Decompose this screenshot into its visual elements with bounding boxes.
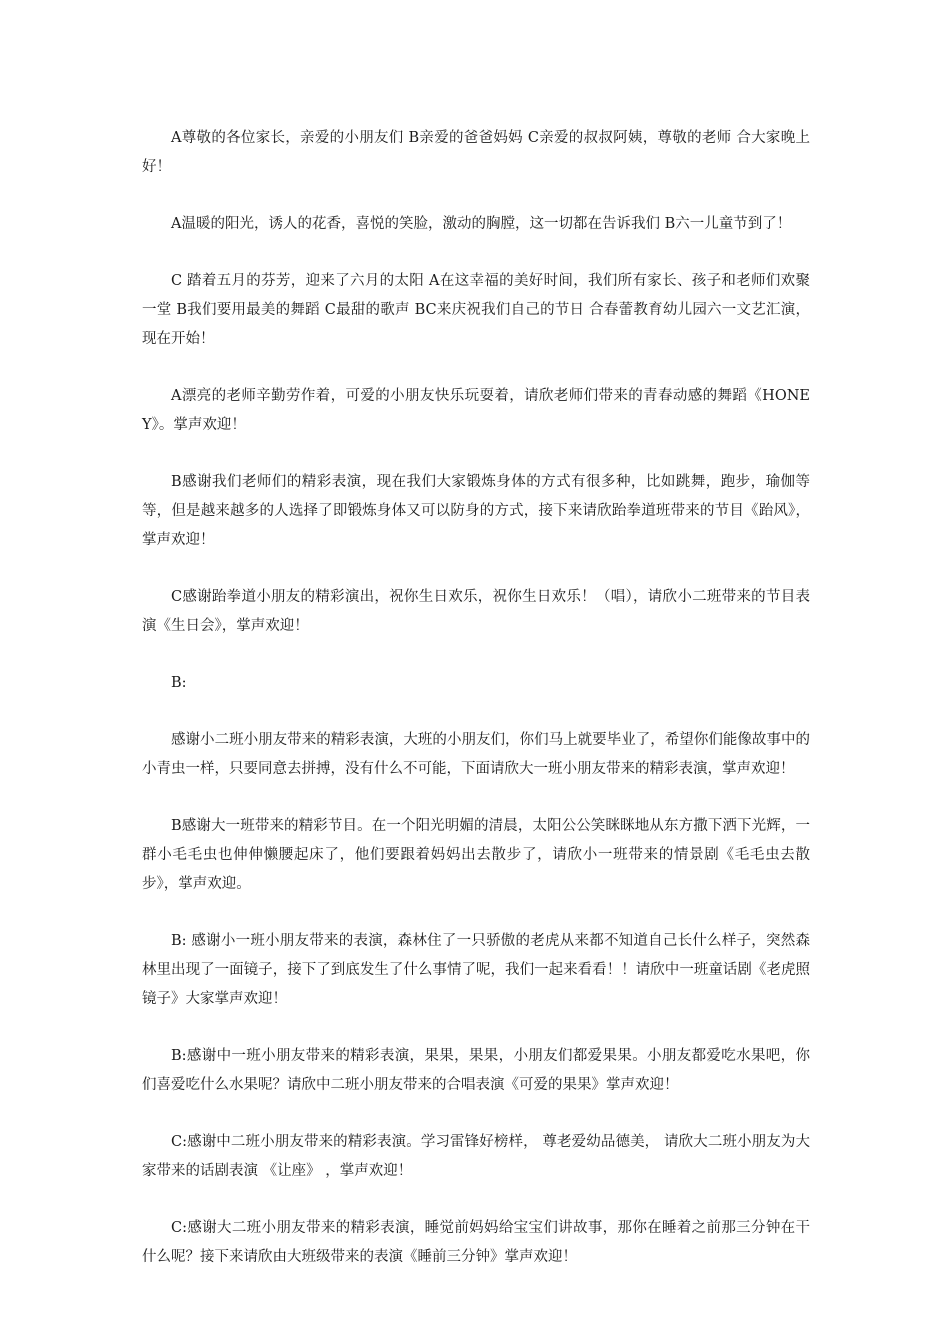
paragraph-12: C:感谢中二班小朋友带来的精彩表演。学习雷锋好榜样， 尊老爱幼品德美， 请欣大二班小朋友为大家带来的话剧表演 《让座》 ，掌声欢迎！ bbox=[142, 1134, 810, 1179]
paragraph-13: C:感谢大二班小朋友带来的精彩表演，睡觉前妈妈给宝宝们讲故事，那你在睡着之前那三分钟在干什么呢？接下来请欣由大班级带来的表演《睡前三分钟》掌声欢迎！ bbox=[142, 1220, 810, 1265]
paragraph-5: B感谢我们老师们的精彩表演，现在我们大家锻炼身体的方式有很多种，比如跳舞，跑步，瑜伽等等，但是越来越多的人选择了即锻炼身体又可以防身的方式，接下来请欣跆拳道班带来的节目《跆风》，掌声欢迎！ bbox=[142, 474, 810, 548]
paragraph-10: B: 感谢小一班小朋友带来的表演，森林住了一只骄傲的老虎从来都不知道自己长什么样子，突然森林里出现了一面镜子，接下了到底发生了什么事情了呢，我们一起来看看！！请欣中一班童话剧《老虎照镜子》大家掌声欢迎！ bbox=[142, 933, 810, 1007]
paragraph-9: B感谢大一班带来的精彩节目。在一个阳光明媚的清晨，太阳公公笑眯眯地从东方撒下洒下光辉，一群小毛毛虫也伸伸懒腰起床了，他们要跟着妈妈出去散步了，请欣小一班带来的情景剧《毛毛虫去散步》，掌声欢迎。 bbox=[142, 818, 810, 892]
paragraph-1: A尊敬的各位家长，亲爱的小朋友们 B亲爱的爸爸妈妈 C亲爱的叔叔阿姨，尊敬的老师 合大家晚上好！ bbox=[142, 130, 810, 175]
paragraph-4: A漂亮的老师辛勤劳作着，可爱的小朋友快乐玩耍着，请欣老师们带来的青春动感的舞蹈《HONEY》。掌声欢迎！ bbox=[142, 388, 810, 433]
paragraph-11: B:感谢中一班小朋友带来的精彩表演，果果，果果，小朋友们都爱果果。小朋友都爱吃水果吧，你们喜爱吃什么水果呢？请欣中二班小朋友带来的合唱表演《可爱的果果》掌声欢迎！ bbox=[142, 1048, 810, 1093]
paragraph-3: C 踏着五月的芬芳，迎来了六月的太阳 A在这幸福的美好时间，我们所有家长、孩子和老师们欢聚一堂 B我们要用最美的舞蹈 C最甜的歌声 BC来庆祝我们自己的节日 合春蕾教育幼儿园六一文艺汇演，现在开始！ bbox=[142, 273, 810, 347]
paragraph-2: A温暖的阳光，诱人的花香，喜悦的笑脸，激动的胸膛，这一切都在告诉我们 B六一儿童节到了！ bbox=[171, 216, 792, 232]
paragraph-7: B: bbox=[171, 675, 187, 691]
paragraph-8: 感谢小二班小朋友带来的精彩表演，大班的小朋友们，你们马上就要毕业了，希望你们能像故事中的小青虫一样，只要同意去拼搏，没有什么不可能，下面请欣大一班小朋友带来的精彩表演，掌声欢迎！ bbox=[142, 732, 810, 777]
document-body bbox=[142, 124, 810, 1300]
paragraph-6: C感谢跆拳道小朋友的精彩演出，祝你生日欢乐，祝你生日欢乐！（唱），请欣小二班带来的节目表演《生日会》，掌声欢迎！ bbox=[142, 589, 810, 634]
